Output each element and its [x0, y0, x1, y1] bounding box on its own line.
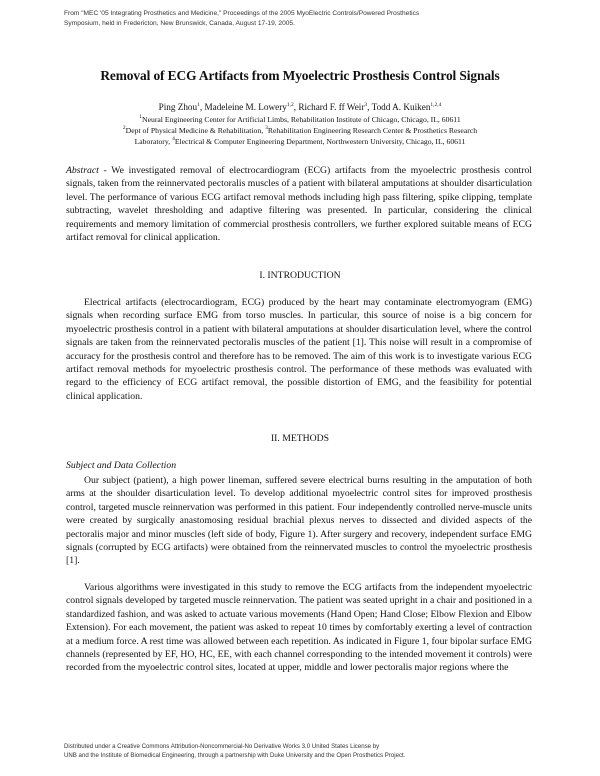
affiliation-mark: 2	[122, 125, 126, 131]
author-list	[0, 102, 600, 113]
methods-paragraph-2: Various algorithms were investigated in this study to remove the ECG artifacts from the independent myoelectric control signals developed by targeted muscle reinnervation. The patient was seated upright in a chair and positioned in a standardized fashion, and was asked to actuate various movements (Hand Open; Hand Close; Elbow Flexion and Elbow Extension). For each movement, the patient was asked to repeat 10 times by comfortably exerting a level of contraction at a medium force. A rest time was allowed between each repetition. As indicated in Figure 1, four bipolar surface EMG channels (represented by EF, HO, HC, EE, with each channel corresponding to the intended movement it controls) were recorded from the myoelectric control sites, located at upper, middle and lower pectoralis major regions where the	[66, 582, 532, 674]
affiliation-mark: 1	[139, 114, 143, 120]
author-separator: ,	[293, 102, 299, 112]
header-line-1: From "MEC '05 Integrating Prosthetics and Medicine," Proceedings of the 2005 MyoElectric Controls/Powered Prosthetics	[64, 10, 420, 17]
affiliation-text: Dept of Physical Medicine & Rehabilitation,	[125, 126, 266, 135]
affiliation-mark: 4	[172, 136, 175, 142]
license-footer	[64, 743, 584, 760]
methods-paragraph-1: Our subject (patient), a high power lineman, suffered severe electrical burns resulting in the amputation of both arms at the shoulder disarticulation level. To develop additional myoelectric control sites for improved prosthesis control, targeted muscle reinnervation was performed in this patient. Four independently controlled nerve-muscle units were created by surgically anastomosing residual brachial plexus nerves to dissected and divided aspects of the pectoralis major and minor muscles (left side of body, Figure 1). After surgery and recovery, independent surface EMG signals (corrupted by ECG artifacts) were obtained from the reinnervated muscles to control the myoelectric prosthesis [1].	[66, 475, 532, 567]
author-affiliation-mark: 1,2,4	[430, 102, 442, 108]
author-name: Todd A. Kuiken	[371, 102, 431, 112]
section-heading-methods: II. METHODS	[270, 433, 330, 444]
author-affiliation-mark: 1	[197, 102, 200, 108]
section-heading-introduction: I. INTRODUCTION	[259, 270, 341, 281]
author-separator: ,	[199, 102, 205, 112]
author-name: Richard F. ff Weir	[298, 102, 365, 112]
affiliation-3	[50, 137, 550, 148]
affiliation-2	[30, 126, 570, 137]
affiliation-1	[50, 115, 550, 126]
affiliation-mark: 3	[265, 125, 268, 131]
paper-title: Removal of ECG Artifacts from Myoelectric Prosthesis Control Signals	[100, 68, 500, 83]
subsection-heading: Subject and Data Collection	[66, 460, 177, 471]
affiliation-text: Laboratory,	[134, 137, 173, 146]
author-affiliation-mark: 3	[364, 102, 368, 108]
affiliation-text: Rehabilitation Engineering Research Center & Prosthetics Research	[267, 126, 478, 135]
author-affiliation-mark: 1,2	[286, 102, 294, 108]
author-separator: ,	[367, 102, 372, 112]
header-line-2: Symposium, held in Fredericton, New Brunswick, Canada, August 17-19, 2005.	[64, 19, 295, 27]
footer-line-2: UNB and the Institute of Biomedical Engineering, through a partnership with Duke University and the Open Prosthetics Project.	[64, 751, 406, 759]
abstract-label: Abstract	[66, 165, 99, 176]
introduction-paragraph: Electrical artifacts (electrocardiogram, ECG) produced by the heart may contaminate electromyogram (EMG) signals when recording surface EMG from torso muscles. In particular, this source of noise is a big concern for myoelectric prosthesis control in a patient with bilateral amputations at shoulder disarticulation level, where the control signals are taken from the reinnervated pectoralis muscles of the patient [1]. This noise will result in a compromise of accuracy for the prosthesis control and therefore has to be removed. The aim of this work is to investigate various ECG artifact removal methods for myoelectric prosthesis control. The performance of these methods was evaluated with regard to the efficiency of ECG artifact removal, the possible distortion of EMG, and the feasibility for potential clinical application.	[66, 297, 532, 402]
author-name: Madeleine M. Lowery	[204, 102, 287, 112]
affiliation-text: Neural Engineering Center for Artificial Limbs, Rehabilitation Institute of Chicago, Chicago, IL, 60611	[142, 115, 461, 124]
footer-line-1: Distributed under a Creative Commons Attribution-Noncommercial-No Derivative Works 3.0 United States License by	[64, 743, 380, 750]
author-name: Ping Zhou	[158, 102, 198, 112]
proceedings-header	[64, 9, 564, 29]
affiliation-text: Electrical & Computer Engineering Department, Northwestern University, Chicago, IL, 60611	[174, 137, 466, 146]
abstract	[66, 164, 532, 244]
abstract-text: - We investigated removal of electrocardiogram (ECG) artifacts from the myoelectric prosthesis control signals, taken from the reinnervated pectoralis muscles of a patient with bilateral amputations at shoulder disarticulation level. The performance of various ECG artifact removal methods including high pass filtering, spike clipping, template subtracting, wavelet thresholding and adaptive filtering was presented. In particular, considering the clinical requirements and memory limitation of commercial prosthesis controllers, we further explored suitable means of ECG artifact removal for clinical application.	[66, 165, 532, 244]
